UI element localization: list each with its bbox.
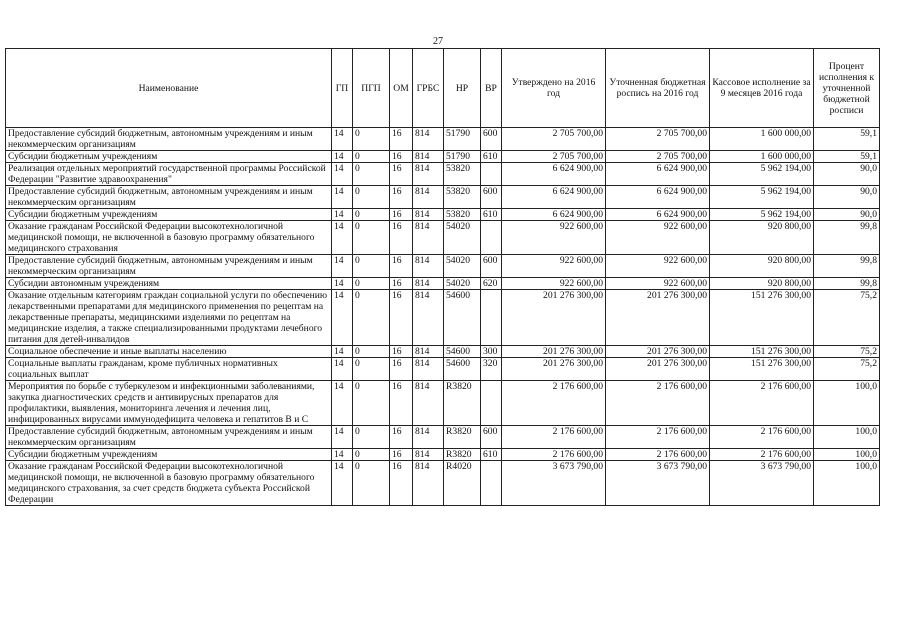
- cell-pgp: 0: [353, 290, 390, 346]
- cell-np: 54600: [444, 290, 481, 346]
- header-np: НР: [444, 49, 481, 128]
- table-row: [6, 163, 880, 186]
- cell-name: Предоставление субсидий бюджетным, автономным учреждениям и иным некоммерческим организациям: [6, 186, 332, 209]
- cell-om: 16: [390, 346, 413, 358]
- cell-om: 16: [390, 278, 413, 290]
- cell-vr: [481, 381, 502, 426]
- cell-approved: 2 176 600,00: [502, 426, 606, 449]
- cell-cash: 2 176 600,00: [710, 426, 814, 449]
- cell-grbs: 814: [413, 278, 444, 290]
- cell-om: 16: [390, 128, 413, 151]
- table-row: [6, 186, 880, 209]
- cell-vr: [481, 163, 502, 186]
- cell-percent: 59,1: [814, 151, 880, 163]
- cell-gp: 14: [332, 461, 353, 506]
- cell-om: 16: [390, 255, 413, 278]
- cell-cash: 151 276 300,00: [710, 358, 814, 381]
- cell-vr: 300: [481, 346, 502, 358]
- cell-gp: 14: [332, 128, 353, 151]
- cell-refined: 201 276 300,00: [606, 358, 710, 381]
- cell-pgp: 0: [353, 278, 390, 290]
- cell-gp: 14: [332, 151, 353, 163]
- cell-refined: 201 276 300,00: [606, 346, 710, 358]
- cell-np: R3820: [444, 449, 481, 461]
- table-row: [6, 461, 880, 506]
- cell-cash: 2 176 600,00: [710, 381, 814, 426]
- cell-vr: 610: [481, 151, 502, 163]
- cell-pgp: 0: [353, 449, 390, 461]
- cell-approved: 6 624 900,00: [502, 186, 606, 209]
- cell-cash: 151 276 300,00: [710, 290, 814, 346]
- cell-cash: 1 600 000,00: [710, 128, 814, 151]
- cell-approved: 201 276 300,00: [502, 290, 606, 346]
- cell-approved: 922 600,00: [502, 255, 606, 278]
- cell-om: 16: [390, 461, 413, 506]
- cell-gp: 14: [332, 163, 353, 186]
- cell-vr: 320: [481, 358, 502, 381]
- header-row: [6, 49, 880, 128]
- cell-om: 16: [390, 209, 413, 221]
- cell-name: Мероприятия по борьбе с туберкулезом и инфекционными заболеваниями, закупка диагностических средств и антивирусных препаратов для профилактики, выявления, мониторинга лечения и лечения лиц, инфицированных вирусами иммунодефицита человека и гепатитов В и С: [6, 381, 332, 426]
- cell-cash: 5 962 194,00: [710, 186, 814, 209]
- cell-cash: 3 673 790,00: [710, 461, 814, 506]
- cell-grbs: 814: [413, 426, 444, 449]
- header-approved: Утверждено на 2016 год: [502, 49, 606, 128]
- cell-name: Реализация отдельных мероприятий государственной программы Российской Федерации "Развитие здравоохранения": [6, 163, 332, 186]
- cell-refined: 3 673 790,00: [606, 461, 710, 506]
- table-row: [6, 255, 880, 278]
- cell-pgp: 0: [353, 381, 390, 426]
- cell-percent: 100,0: [814, 449, 880, 461]
- cell-name: Предоставление субсидий бюджетным, автономным учреждениям и иным некоммерческим организациям: [6, 255, 332, 278]
- cell-pgp: 0: [353, 346, 390, 358]
- cell-name: Социальные выплаты гражданам, кроме публичных нормативных социальных выплат: [6, 358, 332, 381]
- table-row: [6, 221, 880, 255]
- table-row: [6, 358, 880, 381]
- cell-gp: 14: [332, 255, 353, 278]
- cell-vr: 600: [481, 255, 502, 278]
- cell-grbs: 814: [413, 186, 444, 209]
- cell-percent: 100,0: [814, 426, 880, 449]
- cell-grbs: 814: [413, 346, 444, 358]
- cell-om: 16: [390, 221, 413, 255]
- table-row: [6, 426, 880, 449]
- cell-vr: 620: [481, 278, 502, 290]
- cell-gp: 14: [332, 186, 353, 209]
- header-percent: Процент исполнения к уточненной бюджетной росписи: [814, 49, 880, 128]
- cell-percent: 75,2: [814, 346, 880, 358]
- cell-grbs: 814: [413, 163, 444, 186]
- cell-grbs: 814: [413, 381, 444, 426]
- cell-np: R3820: [444, 381, 481, 426]
- cell-om: 16: [390, 290, 413, 346]
- cell-grbs: 814: [413, 209, 444, 221]
- cell-approved: 2 705 700,00: [502, 128, 606, 151]
- cell-name: Предоставление субсидий бюджетным, автономным учреждениям и иным некоммерческим организациям: [6, 426, 332, 449]
- cell-gp: 14: [332, 221, 353, 255]
- cell-percent: 99,8: [814, 221, 880, 255]
- cell-om: 16: [390, 449, 413, 461]
- cell-gp: 14: [332, 381, 353, 426]
- cell-pgp: 0: [353, 255, 390, 278]
- cell-percent: 75,2: [814, 358, 880, 381]
- cell-cash: 5 962 194,00: [710, 209, 814, 221]
- cell-np: 53820: [444, 186, 481, 209]
- cell-grbs: 814: [413, 255, 444, 278]
- cell-grbs: 814: [413, 221, 444, 255]
- cell-percent: 100,0: [814, 381, 880, 426]
- cell-om: 16: [390, 381, 413, 426]
- header-pgp: ПГП: [353, 49, 390, 128]
- cell-refined: 6 624 900,00: [606, 186, 710, 209]
- cell-grbs: 814: [413, 128, 444, 151]
- cell-percent: 90,0: [814, 163, 880, 186]
- page-number: 27: [433, 36, 443, 47]
- table-row: [6, 278, 880, 290]
- cell-approved: 922 600,00: [502, 278, 606, 290]
- cell-name: Субсидии бюджетным учреждениям: [6, 151, 332, 163]
- header-refined: Уточненная бюджетная роспись на 2016 год: [606, 49, 710, 128]
- cell-vr: 600: [481, 186, 502, 209]
- cell-grbs: 814: [413, 151, 444, 163]
- cell-approved: 201 276 300,00: [502, 346, 606, 358]
- cell-gp: 14: [332, 358, 353, 381]
- cell-np: 54020: [444, 255, 481, 278]
- cell-cash: 5 962 194,00: [710, 163, 814, 186]
- cell-approved: 3 673 790,00: [502, 461, 606, 506]
- cell-approved: 922 600,00: [502, 221, 606, 255]
- cell-refined: 922 600,00: [606, 278, 710, 290]
- cell-np: 54020: [444, 278, 481, 290]
- cell-pgp: 0: [353, 358, 390, 381]
- cell-grbs: 814: [413, 290, 444, 346]
- cell-gp: 14: [332, 209, 353, 221]
- table-row: [6, 290, 880, 346]
- cell-approved: 6 624 900,00: [502, 209, 606, 221]
- cell-name: Предоставление субсидий бюджетным, автономным учреждениям и иным некоммерческим организациям: [6, 128, 332, 151]
- header-grbs: ГРБС: [413, 49, 444, 128]
- header-om: ОМ: [390, 49, 413, 128]
- cell-approved: 2 176 600,00: [502, 381, 606, 426]
- cell-name: Оказание гражданам Российской Федерации высокотехнологичной медицинской помощи, не включенной в базовую программу обязательного медицинского страхования: [6, 221, 332, 255]
- cell-np: 53820: [444, 209, 481, 221]
- table-row: [6, 209, 880, 221]
- cell-np: 54020: [444, 221, 481, 255]
- cell-cash: 920 800,00: [710, 278, 814, 290]
- cell-name: Субсидии бюджетным учреждениям: [6, 209, 332, 221]
- cell-percent: 90,0: [814, 186, 880, 209]
- cell-cash: 920 800,00: [710, 255, 814, 278]
- cell-percent: 99,8: [814, 255, 880, 278]
- cell-refined: 2 176 600,00: [606, 381, 710, 426]
- cell-pgp: 0: [353, 461, 390, 506]
- cell-om: 16: [390, 426, 413, 449]
- cell-pgp: 0: [353, 209, 390, 221]
- cell-refined: 2 705 700,00: [606, 128, 710, 151]
- cell-cash: 2 176 600,00: [710, 449, 814, 461]
- cell-pgp: 0: [353, 163, 390, 186]
- cell-vr: [481, 221, 502, 255]
- cell-np: 53820: [444, 163, 481, 186]
- cell-vr: [481, 461, 502, 506]
- cell-refined: 2 705 700,00: [606, 151, 710, 163]
- cell-approved: 2 176 600,00: [502, 449, 606, 461]
- cell-vr: 600: [481, 128, 502, 151]
- cell-np: 54600: [444, 358, 481, 381]
- table-body: [6, 128, 880, 506]
- cell-name: Социальное обеспечение и иные выплаты населению: [6, 346, 332, 358]
- cell-grbs: 814: [413, 461, 444, 506]
- cell-refined: 6 624 900,00: [606, 209, 710, 221]
- cell-percent: 100,0: [814, 461, 880, 506]
- cell-percent: 90,0: [814, 209, 880, 221]
- cell-np: R3820: [444, 426, 481, 449]
- cell-refined: 6 624 900,00: [606, 163, 710, 186]
- cell-vr: 600: [481, 426, 502, 449]
- cell-gp: 14: [332, 346, 353, 358]
- budget-table: [5, 48, 880, 506]
- cell-gp: 14: [332, 426, 353, 449]
- cell-vr: 610: [481, 449, 502, 461]
- cell-np: 54600: [444, 346, 481, 358]
- cell-pgp: 0: [353, 151, 390, 163]
- cell-pgp: 0: [353, 186, 390, 209]
- cell-gp: 14: [332, 278, 353, 290]
- table-row: [6, 128, 880, 151]
- header-vr: ВР: [481, 49, 502, 128]
- cell-pgp: 0: [353, 128, 390, 151]
- cell-gp: 14: [332, 449, 353, 461]
- cell-pgp: 0: [353, 426, 390, 449]
- cell-np: 51790: [444, 128, 481, 151]
- cell-grbs: 814: [413, 358, 444, 381]
- cell-percent: 99,8: [814, 278, 880, 290]
- cell-om: 16: [390, 358, 413, 381]
- header-gp: ГП: [332, 49, 353, 128]
- cell-om: 16: [390, 151, 413, 163]
- cell-np: R4020: [444, 461, 481, 506]
- cell-refined: 922 600,00: [606, 221, 710, 255]
- table-row: [6, 346, 880, 358]
- table-row: [6, 151, 880, 163]
- cell-refined: 201 276 300,00: [606, 290, 710, 346]
- cell-refined: 2 176 600,00: [606, 426, 710, 449]
- header-cash: Кассовое исполнение за 9 месяцев 2016 года: [710, 49, 814, 128]
- header-name: Наименование: [6, 49, 332, 128]
- cell-name: Оказание отдельным категориям граждан социальной услуги по обеспечению лекарственными препаратами для медицинского применения по рецептам на лекарственные препараты, медицинскими изделиями по рецептам на медицинские изделия, а также специализированными продуктами лечебного питания для детей-инвалидов: [6, 290, 332, 346]
- cell-cash: 920 800,00: [710, 221, 814, 255]
- cell-cash: 1 600 000,00: [710, 151, 814, 163]
- cell-vr: [481, 290, 502, 346]
- table-row: [6, 449, 880, 461]
- cell-refined: 2 176 600,00: [606, 449, 710, 461]
- cell-vr: 610: [481, 209, 502, 221]
- cell-np: 51790: [444, 151, 481, 163]
- cell-name: Оказание гражданам Российской Федерации высокотехнологичной медицинской помощи, не включенной в базовую программу обязательного медицинского страхования, за счет средств бюджета субъекта Российской Федерации: [6, 461, 332, 506]
- table-row: [6, 381, 880, 426]
- cell-pgp: 0: [353, 221, 390, 255]
- cell-gp: 14: [332, 290, 353, 346]
- cell-om: 16: [390, 163, 413, 186]
- cell-refined: 922 600,00: [606, 255, 710, 278]
- cell-om: 16: [390, 186, 413, 209]
- cell-cash: 151 276 300,00: [710, 346, 814, 358]
- cell-approved: 6 624 900,00: [502, 163, 606, 186]
- cell-name: Субсидии автономным учреждениям: [6, 278, 332, 290]
- cell-name: Субсидии бюджетным учреждениям: [6, 449, 332, 461]
- cell-percent: 75,2: [814, 290, 880, 346]
- cell-approved: 2 705 700,00: [502, 151, 606, 163]
- cell-grbs: 814: [413, 449, 444, 461]
- cell-approved: 201 276 300,00: [502, 358, 606, 381]
- cell-percent: 59,1: [814, 128, 880, 151]
